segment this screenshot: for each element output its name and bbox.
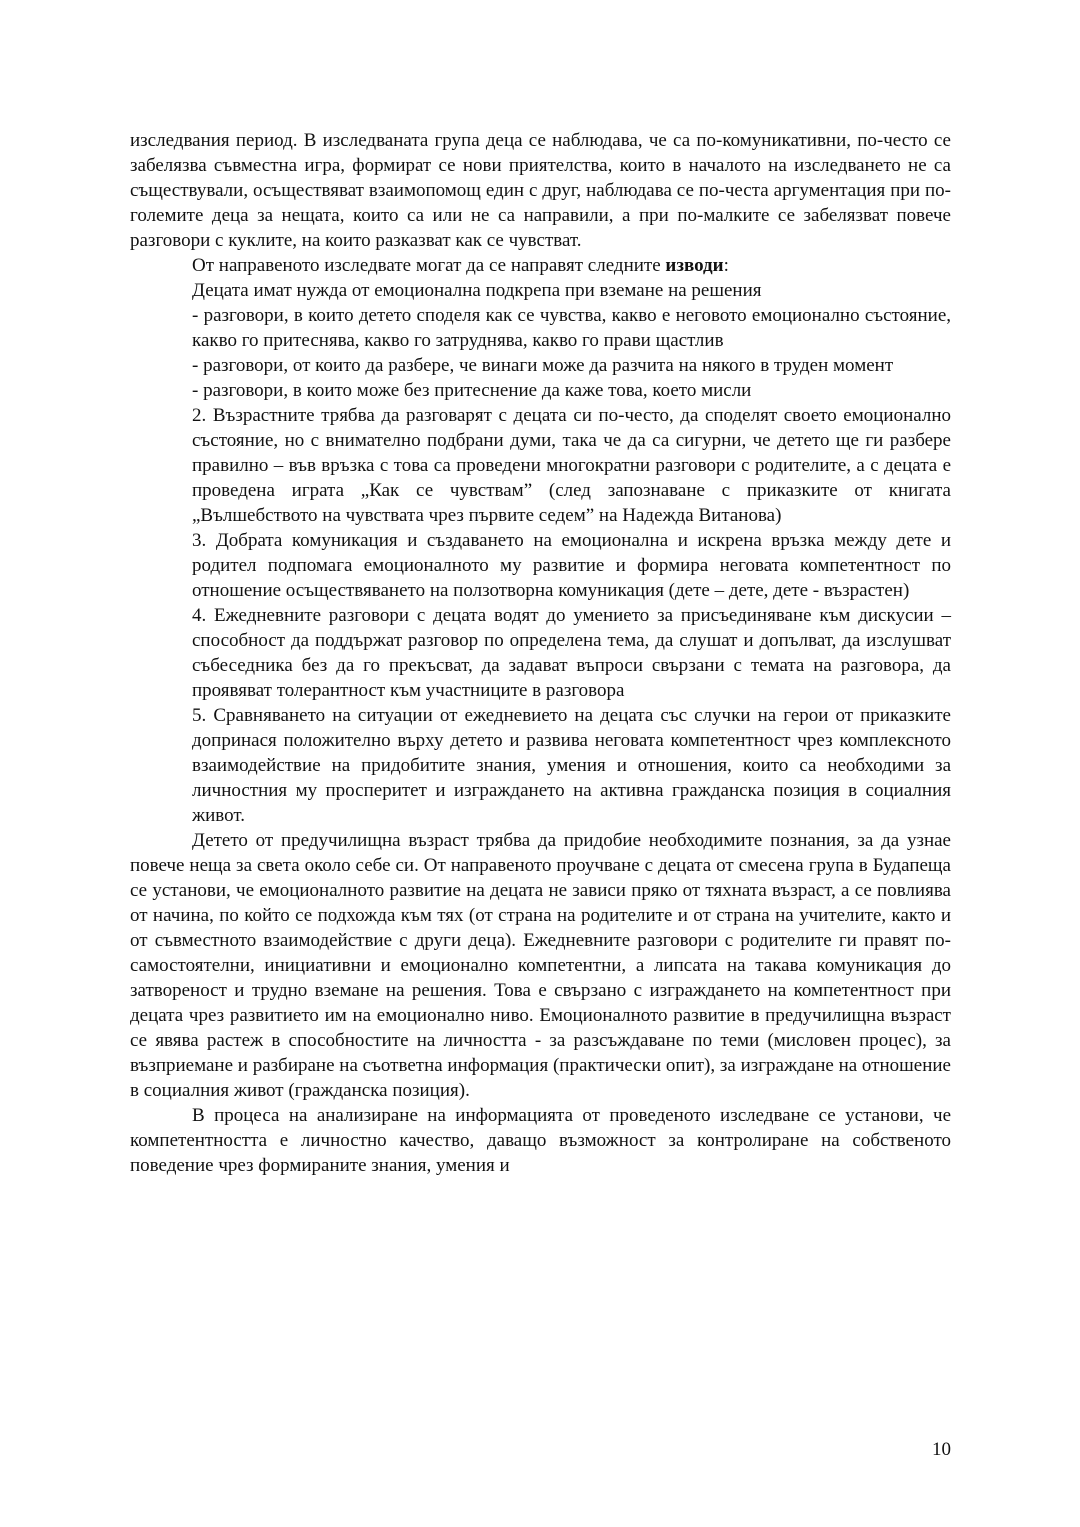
intro-paragraph: изследвания период. В изследваната група деца се наблюдава, че са по-комуникативни, по-често се забелязва съвместна игра, формират се нови приятелства, които в началото на изследването не са съществували, осъществяват взаимопомощ един с друг, наблюдава се по-честа аргументация при по-големите деца за нещата, които са или не са направили, а при по-малките се забелязват повече разговори с куклите, на които разказват как се чувстват. (130, 130, 951, 251)
closing-paragraph-2: В процеса на анализиране на информацията от проведеното изследване се установи, че компетентността е личностно качество, даващо възможност за контролиране на собственото поведение чрез формираните знания, умения и (130, 1105, 951, 1176)
closing-paragraph-1: Детето от предучилищна възраст трябва да придобие необходимите познания, за да узнае повече неща за света около себе си. От направеното проучване с децата от смесена група в Будапеща се установи, че емоционалното развитие на децата не зависи пряко от тяхната възраст, а се повлиява от начина, по който се подхожда към тях (от страна на родителите и от страна на учителите, както и от съвместното взаимодействие с други деца). Ежедневните разговори с родителите ги правят по-самостоятелни, инициативни и емоционално компетентни, а липсата на такава комуникация до затвореност и трудно вземане на решения. Това е свързано с изграждането на компетентност при децата чрез развитието им на емоционално ниво. Емоционалното развитие в предучилищна възраст се явява растеж в способностите на личността - за разсъждаване по теми (мисловен процес), за възприемане и разбиране на съответна информация (практически опит), за изграждане на отношение в социалния живот (гражданска позиция). (130, 830, 951, 1101)
conclusion-item-5: 5. Сравняването на ситуации от ежедневието на децата със случки на герои от приказките допринася положително върху детето и развива неговата компетентност чрез комплексното взаимодействие на придобитите знания, умения и отношения, които са необходими за личностния му просперитет и изграждането на активна гражданска позиция в социалния живот. (192, 705, 951, 826)
conclusion-item-2: 2. Възрастните трябва да разговарят с децата си по-често, да споделят своето емоционално състояние, но с внимателно подбрани думи, така че да са сигурни, че детето ще ги разбере правилно – във връзка с това са проведени многократни разговори с родителите, а с децата е проведена играта „Как се чувствам” (след запознаване с приказките от книгата „Вълшебството на чувствата чрез първите седем” на Надежда Витанова) (192, 405, 951, 526)
conclusion-item-3: 3. Добрата комуникация и създаването на емоционална и искрена връзка между дете и родител подпомага емоционалното му развитие и формира неговата компетентност по отношение осъществяването на ползотворна комуникация (дете – дете, дете - възрастен) (192, 530, 951, 601)
conclusion-subitem-1: - разговори, в които детето споделя как се чувства, какво е неговото емоционално състояние, какво го притеснява, какво го затруднява, какво го прави щастлив (192, 305, 951, 351)
page-number: 10 (932, 1439, 951, 1460)
document-body (130, 128, 951, 1178)
conclusions-bold-word: изводи (665, 255, 724, 276)
conclusions-intro-text: От направеното изследвате могат да се направят следните (192, 255, 666, 276)
conclusions-heading (192, 253, 951, 278)
conclusion-item-4: 4. Ежедневните разговори с децата водят до умението за присъединяване към дискусии – способност да поддържат разговор по определена тема, да слушат и допълват, да изслушват събеседника без да го прекъсват, да задават въпроси свързани с темата на разговора, да проявяват толерантност към участниците в разговора (192, 605, 951, 701)
conclusion-item-1: Децата имат нужда от емоционална подкрепа при вземане на решения (192, 280, 762, 301)
conclusion-subitem-3: - разговори, в които може без притеснение да каже това, което мисли (192, 380, 752, 401)
conclusion-subitem-2: - разговори, от които да разбере, че винаги може да разчита на някого в труден момент (192, 355, 894, 376)
conclusions-colon: : (723, 255, 729, 276)
